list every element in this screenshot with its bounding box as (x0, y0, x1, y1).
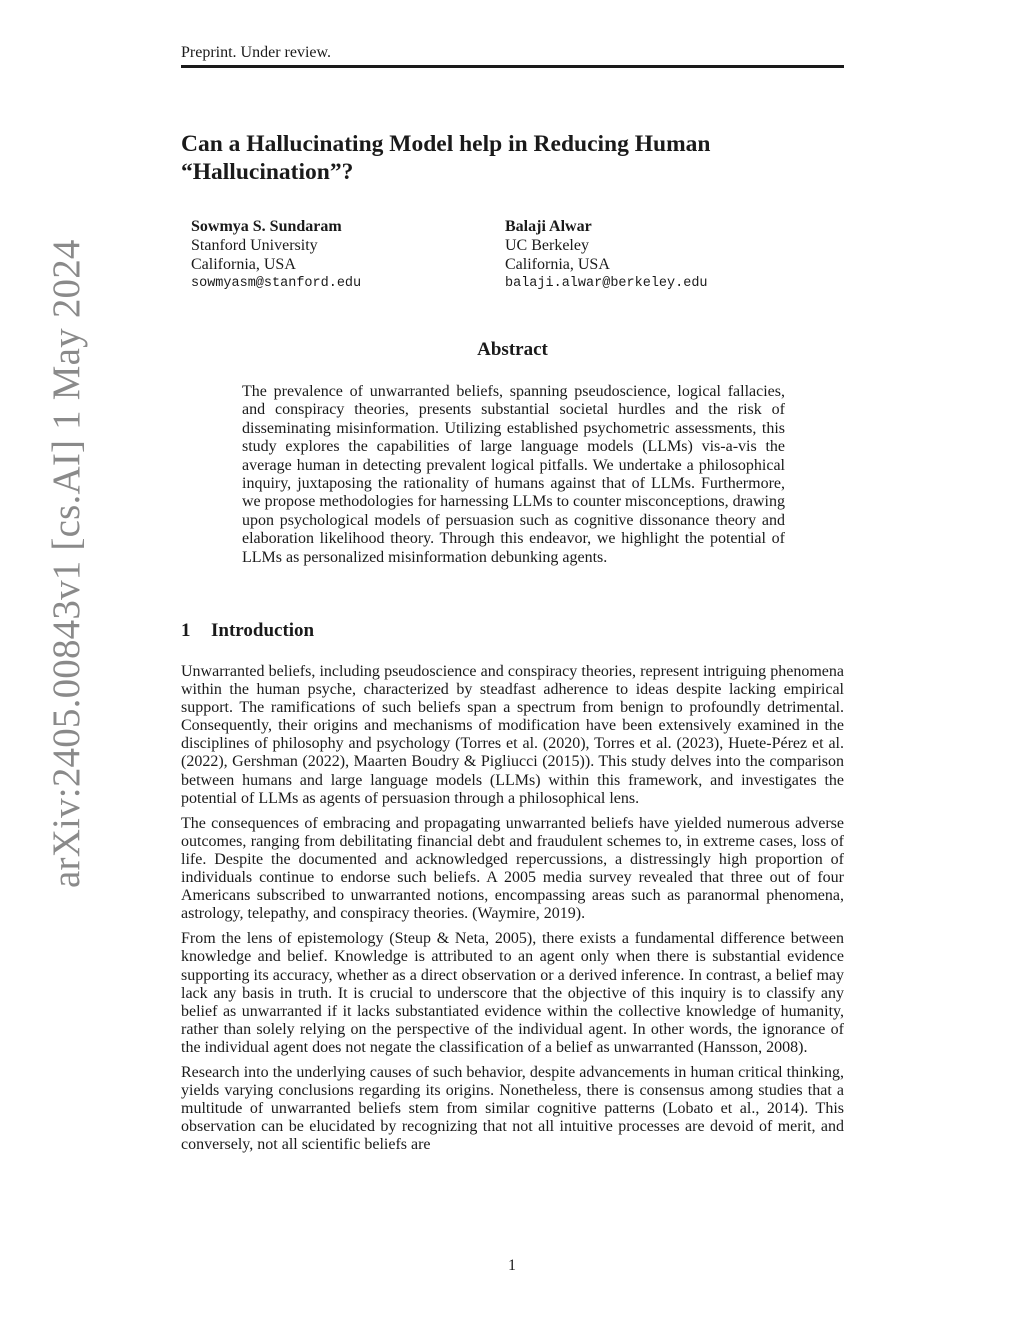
author-affiliation: Stanford University (191, 237, 318, 254)
author-block (505, 217, 708, 293)
section-title: Introduction (211, 620, 315, 641)
body-text (181, 663, 844, 1161)
author-email[interactable]: sowmyasm@stanford.edu (191, 276, 362, 291)
author-name: Sowmya S. Sundaram (191, 218, 342, 235)
arxiv-identifier: arXiv:2405.00843v1 [cs.AI] 1 May 2024 (45, 239, 88, 888)
author-name: Balaji Alwar (505, 218, 592, 235)
section-heading (181, 620, 314, 642)
author-affiliation: UC Berkeley (505, 237, 589, 254)
abstract-heading: Abstract (477, 339, 548, 360)
section-number: 1 (181, 620, 191, 641)
author-location: California, USA (505, 256, 610, 273)
page-number: 1 (508, 1257, 516, 1274)
running-header: Preprint. Under review. (181, 44, 332, 61)
abstract-text: The prevalence of unwarranted beliefs, spanning pseudoscience, logical fallacies, and conspiracy theories, presents substantial societal hurdles and the risk of disseminating misinformation. Utilizing established psychometric assessments, this study explores the capabilities of large language models (LLMs) vis-a-vis the average human in detecting prevalent logical pitfalls. We undertake a philosophical inquiry, juxtaposing the rationality of humans against that of LLMs. Furthermore, we propose methodologies for harnessing LLMs to counter misconceptions, drawing upon psychological models of persuasion such as cognitive dissonance theory and elaboration likelihood theory. Through this endeavor, we highlight the potential of LLMs as personalized misinformation debunking agents. (242, 383, 785, 566)
header-rule (181, 65, 844, 68)
paragraph: Research into the underlying causes of such behavior, despite advancements in human critical thinking, yields varying conclusions regarding its origins. Nonetheless, there is consensus among studies that a multitude of unwarranted beliefs stem from similar cognitive patterns (Lobato et al., 2014). This observation can be elucidated by recognizing that not all intuitive processes are devoid of merit, and conversely, not all scientific beliefs are (181, 1063, 844, 1154)
author-email[interactable]: balaji.alwar@berkeley.edu (505, 276, 708, 291)
author-location: California, USA (191, 256, 296, 273)
paper-title: Can a Hallucinating Model help in Reducing Human “Hallucination”? (181, 131, 711, 185)
paragraph: From the lens of epistemology (Steup & Neta, 2005), there exists a fundamental difference between knowledge and belief. Knowledge is attributed to an agent only when there is substantial evidence supporting its accuracy, whether as a direct observation or a derived inference. In contrast, a belief may lack any basis in truth. It is crucial to underscore that the objective of this inquiry is to classify any belief as unwarranted if it lacks substantiated evidence within the collective knowledge of humanity, rather than solely relying on the perspective of the individual agent. In other words, the ignorance of the individual agent does not negate the classification of a belief as unwarranted (Hansson, 2008). (181, 930, 844, 1056)
author-block (191, 217, 361, 293)
paragraph: Unwarranted beliefs, including pseudoscience and conspiracy theories, represent intriguing phenomena within the human psyche, characterized by steadfast adherence to ideas despite lacking empirical support. The ramifications of such beliefs span a spectrum from benign to profoundly detrimental. Consequently, their origins and mechanisms of modification have been extensively examined in the disciplines of philosophy and psychology (Torres et al. (2020), Torres et al. (2023), Huete-Pérez et al. (2022), Gershman (2022), Maarten Boudry & Pigliucci (2015)). This study delves into the comparison between humans and large language models (LLMs) within this framework, and investigates the potential of LLMs as agents of persuasion through a philosophical lens. (181, 663, 844, 807)
paragraph: The consequences of embracing and propagating unwarranted beliefs have yielded numerous adverse outcomes, ranging from debilitating financial debt and fraudulent schemes to, in extreme cases, loss of life. Despite the documented and acknowledged repercussions, a distressingly high proportion of individuals continue to endorse such beliefs. A 2005 media survey revealed that three out of four Americans subscribed to unwarranted notions, encompassing areas such as paranormal phenomena, astrology, telepathy, and conspiracy theories. (Waymire, 2019). (181, 814, 844, 923)
